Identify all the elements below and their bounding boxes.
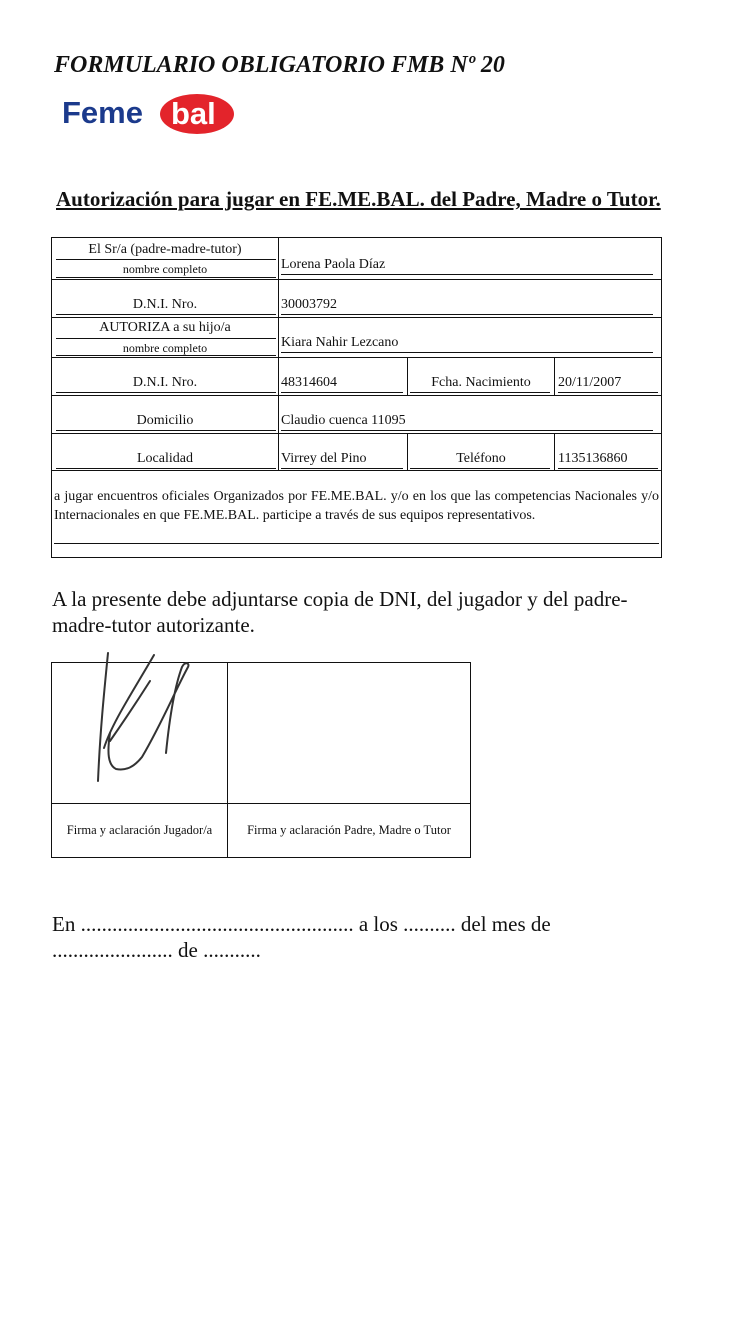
player-signature-scribble xyxy=(52,653,227,793)
guardian-signature-box[interactable] xyxy=(228,663,470,803)
logo-text-blue: Feme xyxy=(62,95,143,130)
guardian-name-field[interactable]: Lorena Paola Díaz xyxy=(281,257,386,272)
attachment-notice: A la presente debe adjuntarse copia de DNI, del jugador y del padre-madre-tutor autorizante. xyxy=(52,587,628,637)
birth-date-label: Fcha. Nacimiento xyxy=(431,375,531,390)
form-subtitle: Autorización para jugar en FE.ME.BAL. del Padre, Madre o Tutor. xyxy=(56,187,661,211)
city-label: Localidad xyxy=(137,451,193,466)
phone-label: Teléfono xyxy=(456,451,506,466)
address-field[interactable]: Claudio cuenca 11095 xyxy=(281,413,406,428)
child-name-field[interactable]: Kiara Nahir Lezcano xyxy=(281,335,399,350)
guardian-dni-label: D.N.I. Nro. xyxy=(132,297,198,312)
place-date-line xyxy=(52,911,652,963)
authorizes-label: AUTORIZA a su hijo/a xyxy=(99,320,231,335)
player-signature-label: Firma y aclaración Jugador/a xyxy=(66,823,213,837)
child-dni-label: D.N.I. Nro. xyxy=(132,375,198,390)
guardian-name-hint: nombre completo xyxy=(122,262,208,276)
child-name-hint: nombre completo xyxy=(122,341,208,355)
guardian-signature-label: Firma y aclaración Padre, Madre o Tutor xyxy=(247,823,451,837)
place-date-line-1: En .................................................... a los .......... del mes de xyxy=(52,912,551,936)
address-label: Domicilio xyxy=(136,413,194,428)
authorization-text: a jugar encuentros oficiales Organizados por FE.ME.BAL. y/o en los que las competencias Nacionales y/o Internacionales en que FE.ME.BAL. participe a través de sus equipos representativos. xyxy=(54,489,659,523)
form-title: FORMULARIO OBLIGATORIO FMB Nº 20 xyxy=(54,52,505,78)
phone-field[interactable]: 1135136860 xyxy=(558,451,628,466)
birth-date-field[interactable]: 20/11/2007 xyxy=(558,375,622,390)
logo-text-white: bal xyxy=(171,96,216,131)
player-signature-box[interactable] xyxy=(52,663,227,803)
femebal-logo xyxy=(60,90,235,136)
guardian-dni-field[interactable]: 30003792 xyxy=(281,297,337,312)
child-dni-field[interactable]: 48314604 xyxy=(281,375,337,390)
city-field[interactable]: Virrey del Pino xyxy=(281,451,367,466)
place-date-line-2: ....................... de ........... xyxy=(52,938,261,962)
guardian-label: El Sr/a (padre-madre-tutor) xyxy=(88,242,242,257)
